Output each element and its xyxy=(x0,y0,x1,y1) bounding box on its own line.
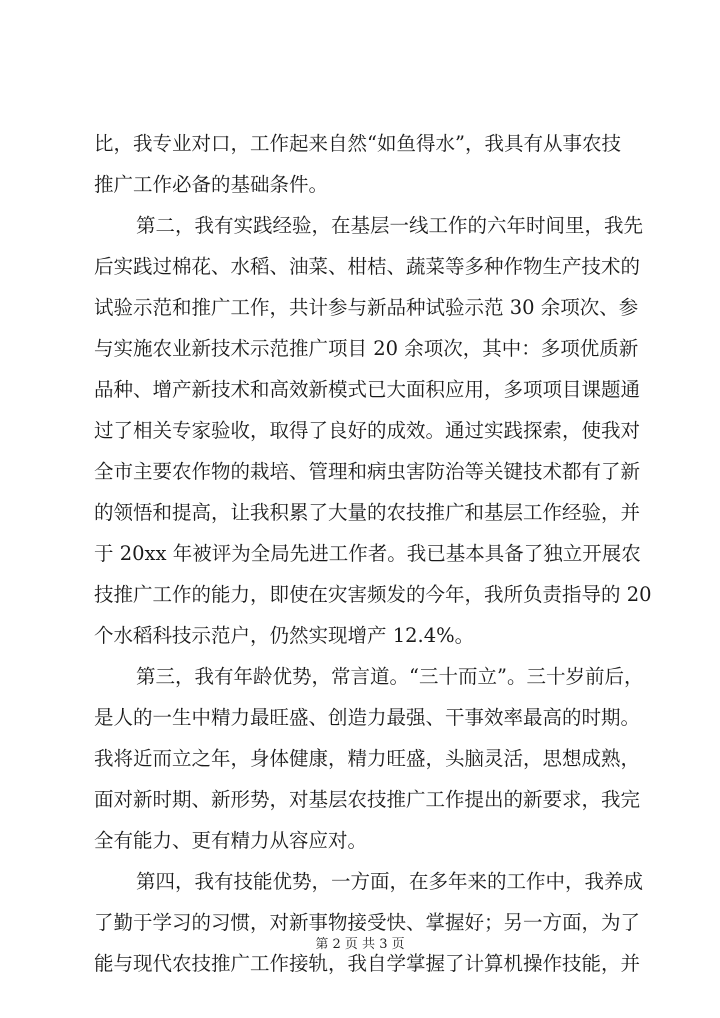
text-line: 于 20xx 年被评为全局先进工作者。我已基本具备了独立开展农 xyxy=(94,542,641,565)
text-line: 是人的一生中精力最旺盛、创造力最强、干事效率最高的时期。 xyxy=(94,706,641,729)
paragraph-start-line: 第三，我有年龄优势，常言道。“三十而立”。三十岁前后， xyxy=(136,665,644,688)
text-line: 比，我专业对口，工作起来自然“如鱼得水”，我具有从事农技 xyxy=(94,132,621,155)
text-line: 我将近而立之年，身体健康，精力旺盛，头脑灵活，思想成熟， xyxy=(94,747,641,770)
text-line: 面对新时期、新形势，对基层农技推广工作提出的新要求，我完 xyxy=(94,788,641,811)
text-line: 品种、增产新技术和高效新模式已大面积应用，多项项目课题通 xyxy=(94,378,641,401)
text-line: 后实践过棉花、水稻、油菜、柑桔、蔬菜等多种作物生产技术的 xyxy=(94,255,641,278)
text-line: 过了相关专家验收，取得了良好的成效。通过实践探索，使我对 xyxy=(94,419,641,442)
text-line: 个水稻科技示范户，仍然实现增产 12.4%。 xyxy=(94,624,475,647)
text-line: 技推广工作的能力，即使在灾害频发的今年，我所负责指导的 20 xyxy=(94,583,652,606)
text-line: 全有能力、更有精力从容应对。 xyxy=(94,829,368,852)
text-line: 的领悟和提高，让我积累了大量的农技推广和基层工作经验，并 xyxy=(94,501,641,524)
paragraph-start-line: 第二，我有实践经验，在基层一线工作的六年时间里，我先 xyxy=(136,214,644,237)
page-number-label: 第 2 页 共 3 页 xyxy=(315,937,405,952)
text-line: 能与现代农技推广工作接轨，我自学掌握了计算机操作技能，并 xyxy=(94,952,641,975)
text-line: 了勤于学习的习惯，对新事物接受快、掌握好；另一方面，为了 xyxy=(94,911,641,934)
page-footer xyxy=(0,936,720,954)
text-line: 推广工作必备的基础条件。 xyxy=(94,173,329,196)
text-line: 试验示范和推广工作，共计参与新品种试验示范 30 余项次、参 xyxy=(94,296,639,319)
text-line: 与实施农业新技术示范推广项目 20 余项次，其中：多项优质新 xyxy=(94,337,639,360)
paragraph-start-line: 第四，我有技能优势，一方面，在多年来的工作中，我养成 xyxy=(136,870,644,893)
text-line: 全市主要农作物的栽培、管理和病虫害防治等关键技术都有了新 xyxy=(94,460,641,483)
